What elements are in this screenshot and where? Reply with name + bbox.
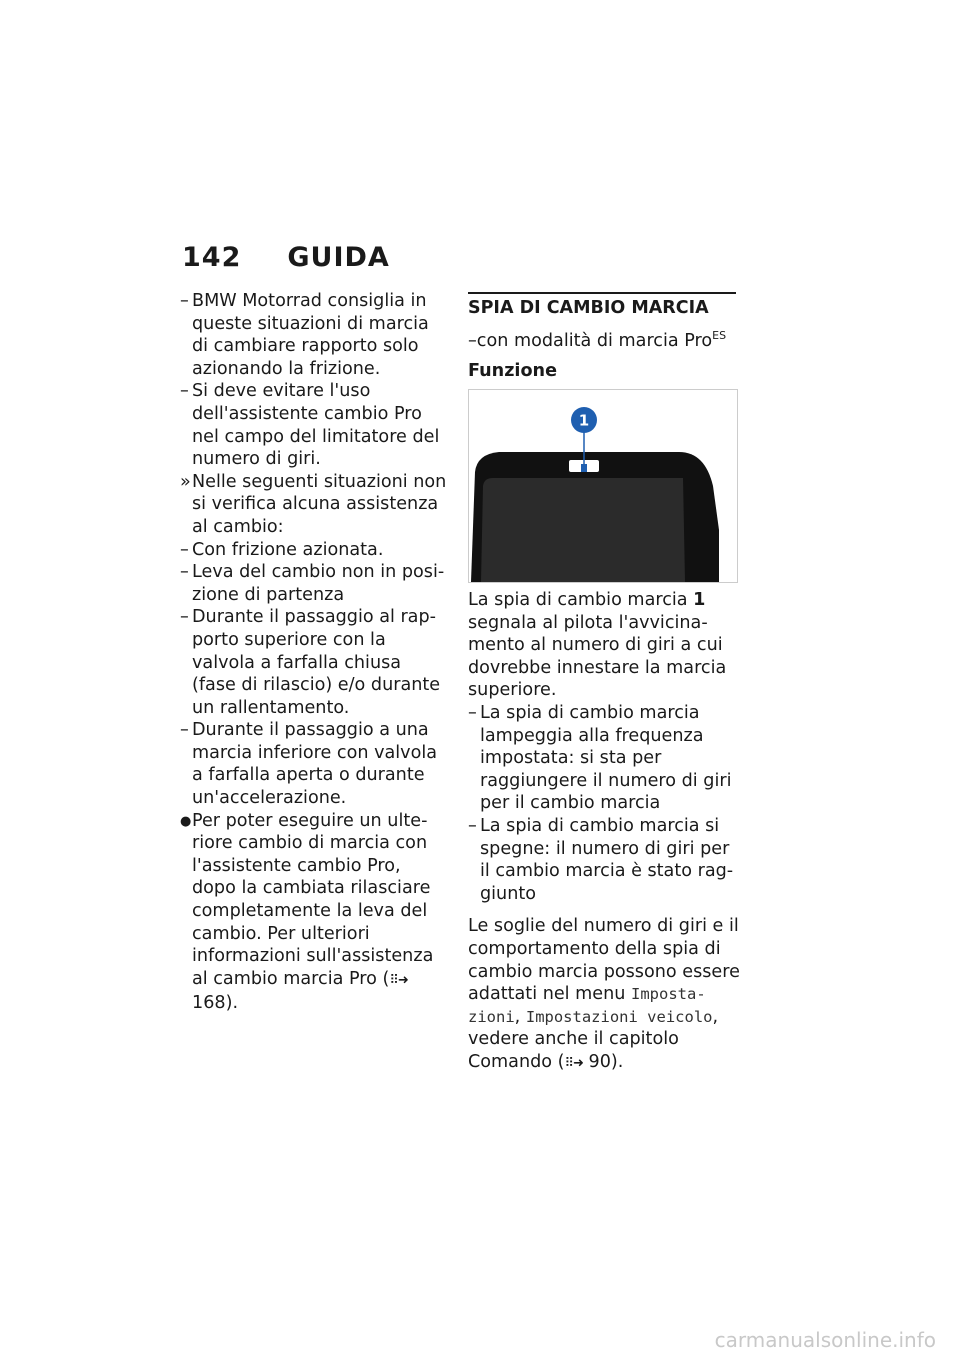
- item-text: Con frizione azionata.: [192, 539, 384, 560]
- closing-paragraph: [468, 915, 740, 1075]
- section-subtitle: [468, 325, 740, 352]
- subtitle-superscript: ES: [712, 329, 727, 342]
- menu-path-settings: Impostazioni: [468, 985, 706, 1026]
- menu-path-vehicle-settings: Impostazioni veicolo: [525, 1007, 713, 1026]
- shift-light-segment: [581, 464, 587, 472]
- section-title: GUIDA: [287, 242, 390, 273]
- item-text: La spia di cambio marcia lampeggia alla frequenza impostata: si sta per raggiungere il numero di giri per il cambio marcia: [480, 703, 732, 814]
- page-header: [182, 242, 390, 273]
- list-item: [180, 719, 448, 809]
- watermark: carmanualsonline.info: [714, 1328, 936, 1352]
- section-heading: SPIA DI CAMBIO MARCIA: [468, 292, 736, 320]
- item-mark: –: [180, 720, 189, 741]
- page-number: 142: [182, 242, 242, 273]
- separator: ,: [514, 1006, 526, 1027]
- item-mark: »: [180, 471, 191, 492]
- list-item: [468, 815, 740, 905]
- page-reference-link[interactable]: 168: [192, 993, 226, 1014]
- item-tail: ).: [225, 993, 239, 1014]
- list-item: [180, 539, 448, 562]
- page-reference-arrow-icon: ⠿➜: [389, 972, 408, 988]
- item-mark: –: [468, 815, 477, 836]
- list-item: [180, 290, 448, 380]
- item-mark: –: [180, 607, 189, 628]
- item-text: Leva del cambio non in posizione di partenza: [192, 562, 445, 605]
- intro-rest: segnala al pilota l'avvicinamento al numero di giri a cui dovrebbe innestare la marcia superiore.: [468, 612, 727, 701]
- bullet-icon: ●: [180, 813, 192, 829]
- left-column: [180, 290, 448, 1015]
- item-mark: –: [180, 291, 189, 311]
- item-mark: –: [180, 562, 189, 583]
- intro-text: La spia di cambio marcia: [468, 590, 694, 611]
- list-item: [468, 702, 740, 815]
- list-item: [180, 380, 448, 470]
- subtitle-text: –con modalità di marcia Pro: [468, 330, 713, 351]
- item-mark: –: [180, 539, 189, 560]
- item-mark: –: [180, 381, 189, 402]
- callout-number: 1: [578, 411, 590, 430]
- page-reference-arrow-icon: ⠿➜: [564, 1055, 583, 1071]
- closing-text-2: , vedere anche il capitolo Comando (: [468, 1006, 719, 1072]
- list-item: [180, 471, 448, 539]
- item-text: Si deve evitare l'uso dell'assistente cambio Pro nel campo del limitatore del numero di giri.: [192, 381, 440, 470]
- shift-light-figure: [468, 389, 738, 583]
- list-item: [180, 810, 448, 1015]
- closing-text: Le soglie del numero di giri e il comportamento della spia di cambio marcia possono essere adattati nel menu: [468, 916, 740, 1005]
- list-item: [180, 561, 448, 606]
- list-item: [180, 606, 448, 719]
- item-text: Per poter eseguire un ulteriore cambio di marcia con l'assistente cambio Pro, dopo la cambiata rilasciare completamente la leva del cambio. Per ulteriori informazioni sull'assistenza al cambio marcia Pro (: [192, 810, 434, 989]
- right-column: [468, 325, 740, 1076]
- intro-paragraph: [468, 589, 740, 702]
- closing-tail: ).: [610, 1051, 624, 1072]
- item-text: Nelle seguenti situazioni non si verifica alcuna assistenza al cambio:: [192, 471, 447, 537]
- item-mark: –: [468, 703, 477, 724]
- item-text: BMW Motorrad consiglia in queste situazioni di marcia di cambiare rapporto solo azionando la frizione.: [192, 291, 429, 379]
- item-text: Durante il passaggio a una marcia inferiore con valvola a farfalla aperta o durante un'accelerazione.: [192, 720, 438, 809]
- item-text: Durante il passaggio al rapporto superiore con la valvola a farfalla chiusa (fase di rilascio) e/o durante un rallentamento.: [192, 607, 441, 718]
- display-screen: [481, 478, 685, 582]
- function-heading: Funzione: [468, 361, 558, 382]
- intro-callout-ref: 1: [693, 590, 706, 611]
- item-text: La spia di cambio marcia si spegne: il numero di giri per il cambio marcia è stato raggiunto: [480, 815, 734, 904]
- page-reference-link[interactable]: 90: [588, 1051, 611, 1072]
